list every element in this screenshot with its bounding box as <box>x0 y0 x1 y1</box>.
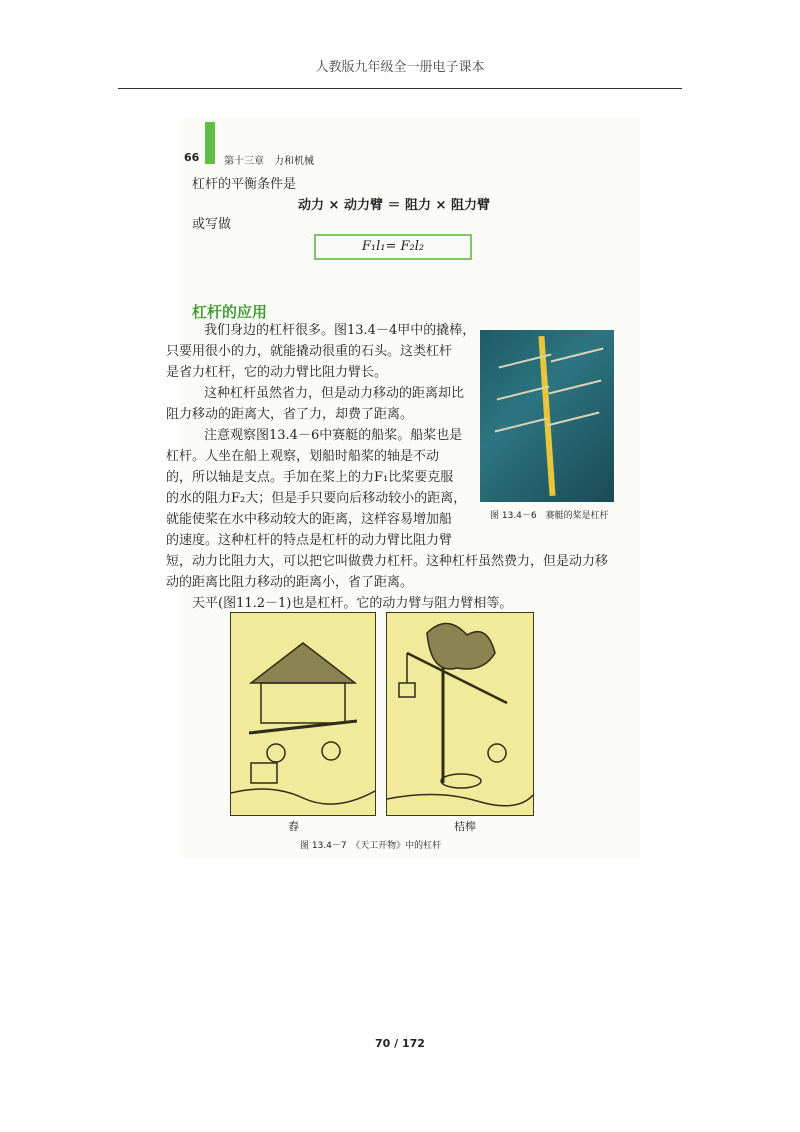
paragraph-line: 是省力杠杆，它的动力臂比阻力臂长。 <box>166 365 388 380</box>
paragraph-line: 就能使桨在水中移动较大的距离，这样容易增加船 <box>166 512 453 527</box>
paragraph-line: 杠杆。人坐在船上观察，划船时船桨的轴是不动 <box>166 449 440 464</box>
chapter-marker <box>205 122 215 164</box>
paragraph-line: 这种杠杆虽然省力，但是动力移动的距离却比 <box>204 386 465 401</box>
oar <box>547 411 600 426</box>
figure-label-right: 桔槔 <box>454 820 476 833</box>
figure-caption: 图 13.4－6 赛艇的桨是杠杆 <box>490 511 609 521</box>
oar <box>551 347 604 362</box>
oar <box>549 379 602 394</box>
formula-words: 动力 × 动力臂 ＝ 阻力 × 阻力臂 <box>298 198 490 213</box>
paragraph-line: 阻力移动的距离大，省了力，却费了距离。 <box>166 407 414 422</box>
oar <box>495 417 548 432</box>
paragraph-line: 只要用很小的力，就能撬动很重的石头。这类杠杆 <box>166 344 453 359</box>
paragraph-line: 我们身边的杠杆很多。图13.4－4甲中的撬棒， <box>204 323 476 338</box>
formula-box: F₁l₁= F₂l₂ <box>314 234 472 260</box>
paragraph-line: 短，动力比阻力大，可以把它叫做费力杠杆。这种杠杆虽然费力，但是动力移 <box>166 554 609 569</box>
section-heading: 杠杆的应用 <box>192 303 268 321</box>
paragraph-line: 动的距离比阻力移动的距离小，省了距离。 <box>166 575 414 590</box>
rowing-boat-photo <box>480 330 614 502</box>
chapter-title: 第十三章 力和机械 <box>224 156 314 167</box>
text-line: 或写做 <box>192 217 232 232</box>
page-number: 66 <box>184 151 200 164</box>
paragraph-line: 注意观察图13.4－6中赛艇的船桨。船桨也是 <box>204 428 463 443</box>
figure-label-left: 舂 <box>288 820 299 833</box>
paragraph-line: 天平(图11.2－1)也是杠杆。它的动力臂与阻力臂相等。 <box>192 596 513 611</box>
document-title: 人教版九年级全一册电子课本 <box>315 60 485 75</box>
header-divider <box>118 88 682 89</box>
paragraph-line: 的速度。这种杠杆的特点是杠杆的动力臂比阻力臂 <box>166 533 453 548</box>
page-indicator: 70 / 172 <box>375 1037 425 1050</box>
woodcut-pestle-illustration <box>230 612 376 816</box>
paragraph-line: 的，所以轴是支点。手加在桨上的力F₁比桨要克服 <box>166 470 454 485</box>
woodcut-well-sweep-illustration <box>386 612 534 816</box>
figure-caption: 图 13.4－7 《天工开物》中的杠杆 <box>300 841 442 851</box>
paragraph-line: 的水的阻力F₂大；但是手只要向后移动较小的距离， <box>166 491 467 506</box>
text-line: 杠杆的平衡条件是 <box>192 177 297 192</box>
